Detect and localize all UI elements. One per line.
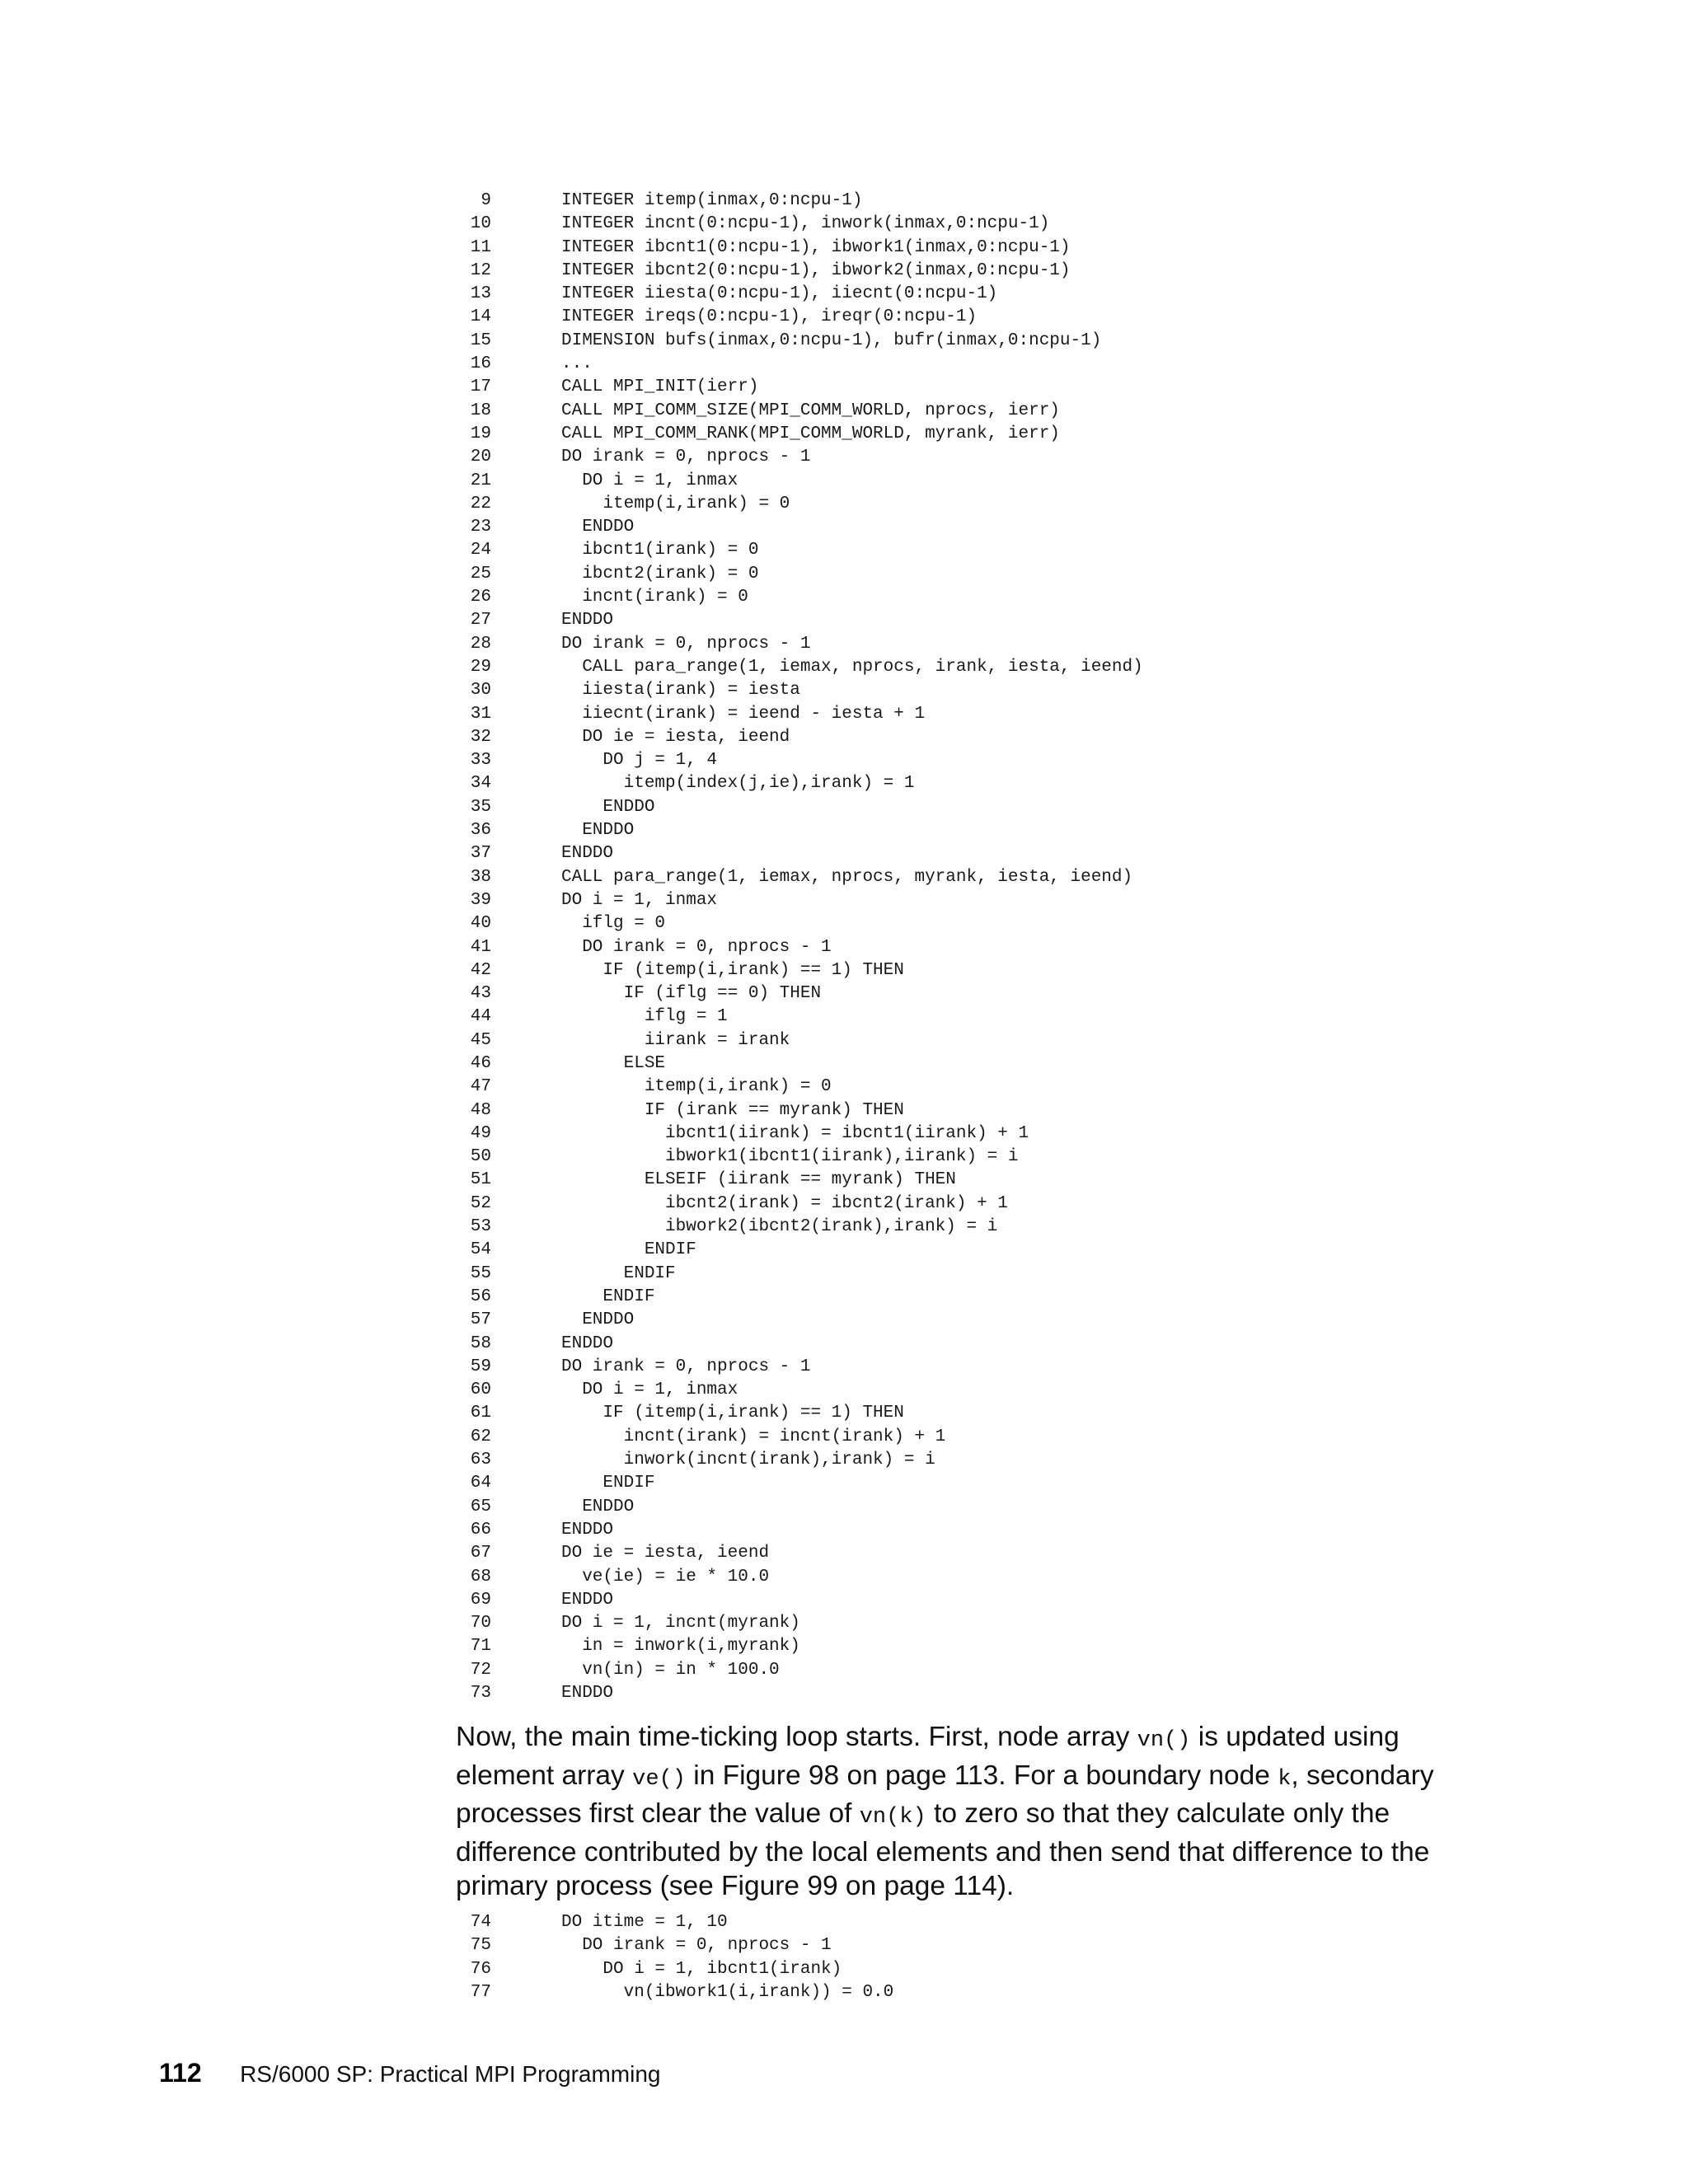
- code-line: [458, 237, 1143, 260]
- code-line: [458, 959, 1143, 982]
- code-line: [458, 1122, 1143, 1146]
- line-number: 77: [470, 1982, 491, 2002]
- code-line: [458, 1379, 1143, 1402]
- line-number: 46: [470, 1053, 491, 1073]
- code-text: ENDIF: [561, 1263, 676, 1283]
- code-line: [458, 1934, 893, 1957]
- code-text: iirank = irank: [561, 1030, 790, 1050]
- line-number: 29: [470, 657, 491, 677]
- code-text: DO irank = 0, nprocs - 1: [561, 634, 811, 654]
- line-number: 61: [470, 1404, 491, 1423]
- code-line: [458, 796, 1143, 819]
- code-line: [458, 656, 1143, 679]
- code-line: [458, 1911, 893, 1934]
- code-text: CALL para_range(1, iemax, nprocs, myrank, iesta, ieend): [561, 867, 1133, 887]
- code-line: [458, 726, 1143, 749]
- line-number: 31: [470, 704, 491, 724]
- code-text: ibcnt2(irank) = ibcnt2(irank) + 1: [561, 1193, 1008, 1213]
- code-line: [458, 1542, 1143, 1565]
- code-line: [458, 889, 1143, 912]
- code-line: [458, 1958, 893, 1981]
- line-number: 17: [470, 377, 491, 397]
- line-number: 49: [470, 1123, 491, 1143]
- line-number: 18: [470, 401, 491, 420]
- line-number: 12: [470, 260, 491, 280]
- code-line: [458, 563, 1143, 586]
- line-number: 39: [470, 890, 491, 910]
- code-line: [458, 1005, 1143, 1029]
- code-line: [458, 1169, 1143, 1192]
- line-number: 37: [470, 844, 491, 864]
- line-number: 25: [470, 564, 491, 583]
- code-text: DO i = 1, inmax: [561, 1380, 738, 1400]
- code-line: [458, 586, 1143, 609]
- line-number: 36: [470, 821, 491, 841]
- line-number: 76: [470, 1959, 491, 1979]
- code-listing-2: [458, 1911, 893, 2004]
- code-text: ELSE: [561, 1053, 666, 1073]
- code-text: INTEGER incnt(0:ncpu-1), inwork(inmax,0:ncpu-1): [561, 214, 1050, 234]
- code-text: itemp(i,irank) = 0: [561, 1077, 832, 1097]
- body-paragraph: [456, 1720, 1494, 1904]
- code-text: IF (itemp(i,irank) == 1) THEN: [561, 1404, 904, 1423]
- code-line: [458, 1356, 1143, 1379]
- code-text: CALL MPI_INIT(ierr): [561, 377, 759, 397]
- code-line: [458, 190, 1143, 213]
- code-text: iflg = 1: [561, 1007, 728, 1027]
- code-line: [458, 609, 1143, 632]
- code-line: [458, 213, 1143, 236]
- line-number: 15: [470, 330, 491, 350]
- book-title: RS/6000 SP: Practical MPI Programming: [240, 2061, 661, 2087]
- code-text: inwork(incnt(irank),irank) = i: [561, 1451, 935, 1470]
- line-number: 71: [470, 1637, 491, 1657]
- code-text: INTEGER ibcnt1(0:ncpu-1), ibwork1(inmax,0:ncpu-1): [561, 237, 1071, 257]
- code-line: [458, 1263, 1143, 1286]
- code-line: [458, 353, 1143, 376]
- code-line: [458, 1193, 1143, 1216]
- code-text: DO irank = 0, nprocs - 1: [561, 1936, 832, 1956]
- line-number: 43: [470, 984, 491, 1004]
- code-line: [458, 1426, 1143, 1449]
- line-number: 24: [470, 541, 491, 560]
- code-line: [458, 539, 1143, 562]
- line-number: 55: [470, 1263, 491, 1283]
- page-footer: [159, 2058, 661, 2088]
- inline-code: ve(): [632, 1766, 686, 1792]
- code-line: [458, 260, 1143, 283]
- code-text: DO i = 1, incnt(myrank): [561, 1614, 800, 1633]
- line-number: 59: [470, 1357, 491, 1376]
- code-line: [458, 1216, 1143, 1239]
- code-text: DO i = 1, inmax: [561, 471, 738, 490]
- code-text: ENDDO: [561, 1590, 614, 1610]
- code-text: CALL para_range(1, iemax, nprocs, irank, iesta, ieend): [561, 657, 1143, 677]
- paragraph-text: , secondary processes first clear the value of: [456, 1760, 1434, 1829]
- code-text: ENDDO: [561, 1333, 614, 1353]
- line-number: 51: [470, 1170, 491, 1190]
- code-text: DO ie = iesta, ieend: [561, 727, 790, 747]
- code-text: DO i = 1, ibcnt1(irank): [561, 1959, 842, 1979]
- line-number: 54: [470, 1240, 491, 1260]
- line-number: 19: [470, 424, 491, 443]
- line-number: 44: [470, 1007, 491, 1027]
- code-line: [458, 1333, 1143, 1356]
- code-line: [458, 1286, 1143, 1309]
- line-number: 14: [470, 307, 491, 327]
- line-number: 72: [470, 1660, 491, 1680]
- line-number: 34: [470, 774, 491, 794]
- line-number: 73: [470, 1684, 491, 1703]
- line-number: 57: [470, 1310, 491, 1330]
- code-line: [458, 1589, 1143, 1612]
- code-text: ENDDO: [561, 1310, 635, 1330]
- code-line: [458, 679, 1143, 702]
- code-text: ...: [561, 354, 593, 374]
- line-number: 30: [470, 681, 491, 701]
- line-number: 28: [470, 634, 491, 654]
- code-line: [458, 1659, 1143, 1682]
- line-number: 10: [470, 214, 491, 234]
- line-number: 62: [470, 1427, 491, 1446]
- line-number: 64: [470, 1474, 491, 1493]
- code-line: [458, 1402, 1143, 1425]
- code-text: DO irank = 0, nprocs - 1: [561, 1357, 811, 1376]
- line-number: 74: [470, 1913, 491, 1932]
- code-text: incnt(irank) = incnt(irank) + 1: [561, 1427, 946, 1446]
- code-line: [458, 936, 1143, 959]
- code-line: [458, 493, 1143, 516]
- code-line: [458, 1496, 1143, 1519]
- code-line: [458, 1612, 1143, 1635]
- code-text: itemp(i,irank) = 0: [561, 494, 790, 513]
- line-number: 20: [470, 448, 491, 467]
- code-text: ENDDO: [561, 1684, 614, 1703]
- line-number: 66: [470, 1520, 491, 1540]
- code-text: ve(ie) = ie * 10.0: [561, 1567, 770, 1586]
- paragraph-text: to zero so that they calculate only the difference contributed by the local elements and then send that difference to the primary process (see Figure 99 on page 114).: [456, 1798, 1430, 1901]
- code-line: [458, 400, 1143, 423]
- code-line: [458, 912, 1143, 935]
- code-line: [458, 1519, 1143, 1542]
- line-number: 13: [470, 284, 491, 304]
- code-text: CALL MPI_COMM_SIZE(MPI_COMM_WORLD, nprocs, ierr): [561, 401, 1060, 420]
- code-text: CALL MPI_COMM_RANK(MPI_COMM_WORLD, myrank, ierr): [561, 424, 1060, 443]
- paragraph-text: is updated using element array: [456, 1722, 1400, 1791]
- line-number: 32: [470, 727, 491, 747]
- code-text: ENDIF: [561, 1240, 696, 1260]
- code-text: DIMENSION bufs(inmax,0:ncpu-1), bufr(inmax,0:ncpu-1): [561, 330, 1102, 350]
- code-line: [458, 749, 1143, 772]
- code-text: ENDIF: [561, 1286, 655, 1306]
- line-number: 9: [481, 191, 491, 210]
- code-line: [458, 866, 1143, 889]
- code-text: ibwork1(ibcnt1(iirank),iirank) = i: [561, 1147, 1019, 1167]
- code-line: [458, 1682, 1143, 1705]
- code-text: ENDDO: [561, 844, 614, 864]
- line-number: 58: [470, 1333, 491, 1353]
- inline-code: k: [1278, 1766, 1292, 1792]
- line-number: 35: [470, 797, 491, 817]
- code-line: [458, 819, 1143, 842]
- code-line: [458, 1099, 1143, 1122]
- code-line: [458, 842, 1143, 865]
- line-number: 33: [470, 751, 491, 771]
- code-text: IF (itemp(i,irank) == 1) THEN: [561, 960, 904, 980]
- page-number: 112: [159, 2058, 202, 2088]
- code-line: [458, 1052, 1143, 1076]
- code-line: [458, 982, 1143, 1005]
- code-line: [458, 423, 1143, 446]
- line-number: 68: [470, 1567, 491, 1586]
- code-text: ENDDO: [561, 1497, 635, 1516]
- line-number: 53: [470, 1217, 491, 1237]
- line-number: 69: [470, 1590, 491, 1610]
- line-number: 11: [470, 237, 491, 257]
- code-text: INTEGER ireqs(0:ncpu-1), ireqr(0:ncpu-1): [561, 307, 978, 327]
- line-number: 22: [470, 494, 491, 513]
- code-text: ENDDO: [561, 611, 614, 630]
- inline-code: vn(): [1137, 1728, 1191, 1753]
- line-number: 26: [470, 588, 491, 607]
- code-text: INTEGER itemp(inmax,0:ncpu-1): [561, 191, 863, 210]
- line-number: 27: [470, 611, 491, 630]
- line-number: 52: [470, 1193, 491, 1213]
- line-number: 42: [470, 960, 491, 980]
- line-number: 70: [470, 1614, 491, 1633]
- code-text: INTEGER iiesta(0:ncpu-1), iiecnt(0:ncpu-1): [561, 284, 998, 304]
- code-line: [458, 470, 1143, 493]
- code-line: [458, 772, 1143, 795]
- code-text: DO itime = 1, 10: [561, 1913, 728, 1932]
- code-line: [458, 1029, 1143, 1052]
- code-text: iiecnt(irank) = ieend - iesta + 1: [561, 704, 926, 724]
- code-text: ENDDO: [561, 518, 635, 537]
- code-text: IF (irank == myrank) THEN: [561, 1100, 904, 1120]
- code-text: ibcnt1(iirank) = ibcnt1(iirank) + 1: [561, 1123, 1029, 1143]
- code-line: [458, 1146, 1143, 1169]
- code-line: [458, 1449, 1143, 1472]
- code-line: [458, 1981, 893, 2004]
- line-number: 23: [470, 518, 491, 537]
- code-line: [458, 330, 1143, 353]
- paragraph-text: Now, the main time-ticking loop starts. First, node array: [456, 1722, 1137, 1752]
- line-number: 40: [470, 914, 491, 934]
- code-text: ibcnt2(irank) = 0: [561, 564, 759, 583]
- code-line: [458, 376, 1143, 399]
- code-text: DO ie = iesta, ieend: [561, 1544, 770, 1563]
- line-number: 67: [470, 1544, 491, 1563]
- code-text: in = inwork(i,myrank): [561, 1637, 800, 1657]
- code-text: ENDDO: [561, 1520, 614, 1540]
- line-number: 65: [470, 1497, 491, 1516]
- code-text: iiesta(irank) = iesta: [561, 681, 800, 701]
- code-line: [458, 1309, 1143, 1332]
- code-text: ENDDO: [561, 797, 655, 817]
- code-text: ENDIF: [561, 1474, 655, 1493]
- code-line: [458, 1566, 1143, 1589]
- line-number: 60: [470, 1380, 491, 1400]
- code-line: [458, 1635, 1143, 1658]
- line-number: 45: [470, 1030, 491, 1050]
- line-number: 63: [470, 1451, 491, 1470]
- code-text: ENDDO: [561, 821, 635, 841]
- code-text: INTEGER ibcnt2(0:ncpu-1), ibwork2(inmax,0:ncpu-1): [561, 260, 1071, 280]
- code-text: DO irank = 0, nprocs - 1: [561, 937, 832, 957]
- code-text: IF (iflg == 0) THEN: [561, 984, 822, 1004]
- code-text: vn(in) = in * 100.0: [561, 1660, 780, 1680]
- code-listing-1: [458, 190, 1143, 1705]
- code-line: [458, 1239, 1143, 1262]
- code-text: itemp(index(j,ie),irank) = 1: [561, 774, 915, 794]
- code-line: [458, 283, 1143, 306]
- line-number: 38: [470, 867, 491, 887]
- line-number: 50: [470, 1147, 491, 1167]
- inline-code: vn(k): [859, 1805, 926, 1830]
- line-number: 21: [470, 471, 491, 490]
- code-text: vn(ibwork1(i,irank)) = 0.0: [561, 1982, 894, 2002]
- code-text: ibcnt1(irank) = 0: [561, 541, 759, 560]
- paragraph-text: in Figure 98 on page 113. For a boundary node: [685, 1760, 1278, 1791]
- code-line: [458, 306, 1143, 329]
- line-number: 41: [470, 937, 491, 957]
- code-text: iflg = 0: [561, 914, 666, 934]
- code-text: incnt(irank) = 0: [561, 588, 748, 607]
- code-line: [458, 1472, 1143, 1495]
- code-line: [458, 703, 1143, 726]
- code-text: ELSEIF (iirank == myrank) THEN: [561, 1170, 956, 1190]
- line-number: 48: [470, 1100, 491, 1120]
- line-number: 47: [470, 1077, 491, 1097]
- code-text: ibwork2(ibcnt2(irank),irank) = i: [561, 1217, 998, 1237]
- code-line: [458, 633, 1143, 656]
- code-line: [458, 446, 1143, 469]
- line-number: 75: [470, 1936, 491, 1956]
- line-number: 16: [470, 354, 491, 374]
- code-text: DO i = 1, inmax: [561, 890, 718, 910]
- line-number: 56: [470, 1286, 491, 1306]
- code-line: [458, 516, 1143, 539]
- code-text: DO irank = 0, nprocs - 1: [561, 448, 811, 467]
- code-text: DO j = 1, 4: [561, 751, 718, 771]
- code-line: [458, 1076, 1143, 1099]
